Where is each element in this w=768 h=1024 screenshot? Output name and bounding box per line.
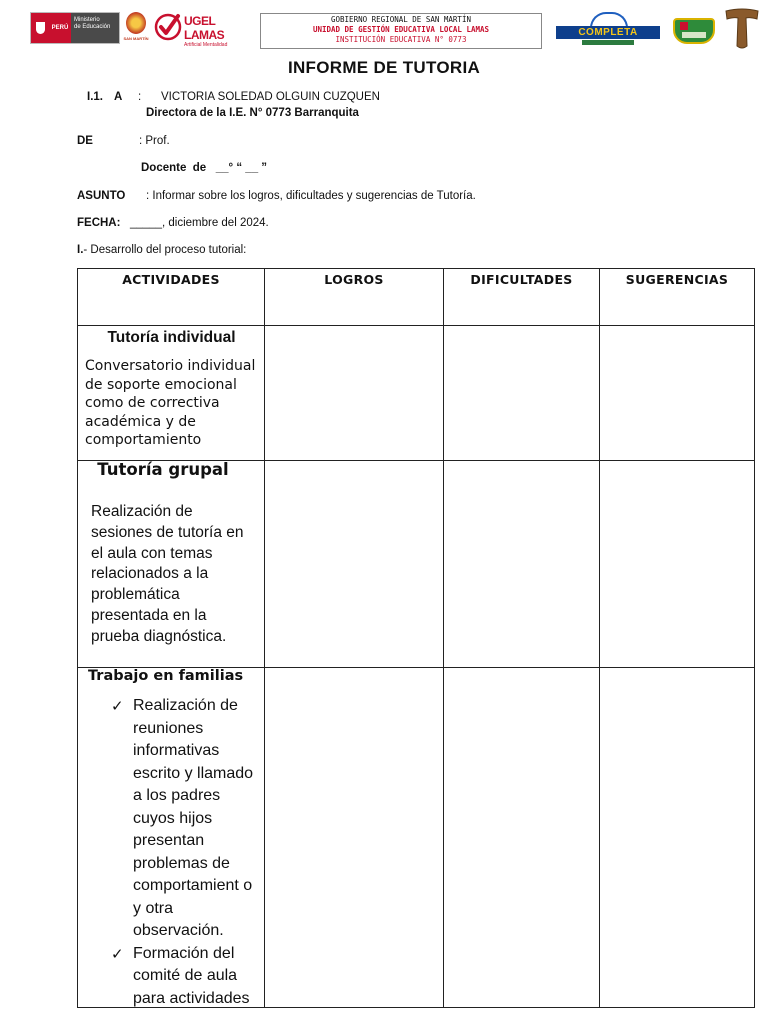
ugel-name: UGEL LAMAS bbox=[184, 14, 225, 42]
peru-label: PERÚ bbox=[49, 13, 71, 43]
peru-shield-icon bbox=[31, 13, 49, 43]
to-number: I.1. bbox=[87, 91, 103, 103]
to-label: A bbox=[114, 91, 123, 103]
table-row bbox=[78, 326, 754, 460]
to-name: VICTORIA SOLEDAD OLGUIN CUZQUEN bbox=[161, 91, 380, 103]
crest-caption: SAN MARTÍN bbox=[123, 36, 149, 41]
to-role: Directora de la I.E. N° 0773 Barranquita bbox=[146, 107, 359, 119]
section-number: I. bbox=[77, 244, 84, 256]
check-icon: ✓ bbox=[111, 697, 124, 715]
school-badge-logo bbox=[670, 14, 718, 46]
activity-description: Conversatorio individual de soporte emocional como de correctiva académica y de comportamiento bbox=[85, 358, 256, 448]
docente-line: Docente de __° “ __ ” bbox=[141, 162, 268, 174]
table-header-row bbox=[78, 269, 754, 325]
gob-line2: UNIDAD DE GESTIÓN EDUCATIVA LOCAL LAMAS bbox=[312, 25, 490, 34]
header-dificultades: DIFICULTADES bbox=[444, 269, 600, 325]
list-item-text: Realización de reuniones informativas escrito y llamado a los padres cuyos hijos presentan problemas de comportamient o y otra observación. bbox=[133, 697, 254, 939]
ministry-line1: Ministerio bbox=[74, 17, 100, 23]
from-label: DE bbox=[77, 135, 93, 147]
activity-title: Trabajo en familias bbox=[88, 668, 244, 684]
san-martin-crest-logo bbox=[122, 12, 150, 46]
activity-title: Tutoría grupal bbox=[97, 460, 229, 479]
gob-line1: GOBIERNO REGIONAL DE SAN MARTÍN bbox=[331, 15, 471, 24]
sugerencias-cell[interactable] bbox=[600, 668, 754, 1008]
list-item bbox=[111, 695, 261, 943]
section-heading bbox=[77, 244, 246, 256]
subject-label: ASUNTO bbox=[77, 190, 126, 202]
ministry-line2: de Educación bbox=[74, 24, 111, 30]
logros-cell[interactable] bbox=[265, 461, 444, 667]
activity-checklist bbox=[111, 695, 261, 1010]
sugerencias-cell[interactable] bbox=[600, 461, 754, 667]
to-colon: : bbox=[138, 91, 142, 103]
tau-cross-icon bbox=[724, 8, 760, 50]
date-label: FECHA: bbox=[77, 217, 121, 229]
table-row bbox=[78, 668, 754, 1008]
activity-title: Tutoría individual bbox=[107, 329, 236, 346]
from-value: : Prof. bbox=[139, 135, 170, 147]
completa-word: COMPLETA bbox=[556, 26, 660, 39]
ugel-check-icon bbox=[154, 10, 182, 44]
ugel-lamas-logo bbox=[184, 12, 242, 46]
subject-value: : Informar sobre los logros, dificultades y sugerencias de Tutoría. bbox=[146, 190, 476, 202]
dificultades-cell[interactable] bbox=[444, 668, 600, 1008]
dificultades-cell[interactable] bbox=[444, 461, 600, 667]
dificultades-cell[interactable] bbox=[444, 326, 600, 460]
header-logros: LOGROS bbox=[265, 269, 444, 325]
ugel-tagline: Artificial Mentalidad bbox=[184, 42, 228, 48]
gobierno-regional-box bbox=[260, 13, 542, 49]
table-row bbox=[78, 461, 754, 667]
activity-cell bbox=[78, 668, 265, 1008]
activity-cell bbox=[78, 461, 265, 667]
document-title: INFORME DE TUTORIA bbox=[287, 58, 481, 77]
logros-cell[interactable] bbox=[265, 668, 444, 1008]
header-sugerencias: SUGERENCIAS bbox=[625, 272, 729, 287]
list-item bbox=[111, 943, 261, 1011]
activity-cell bbox=[78, 326, 265, 460]
header-actividades: ACTIVIDADES bbox=[78, 269, 265, 325]
sugerencias-cell[interactable] bbox=[600, 326, 754, 460]
check-icon: ✓ bbox=[111, 944, 124, 963]
gob-line3: INSTITUCIÓN EDUCATIVA N° 0773 bbox=[335, 35, 467, 44]
jornada-completa-logo bbox=[552, 12, 664, 46]
activity-description: Realización de sesiones de tutoría en el aula con temas relacionados a la problemática presentada en la prueba diagnóstica. bbox=[91, 503, 244, 645]
header-logos bbox=[30, 8, 760, 52]
peru-ministry-logo bbox=[30, 12, 120, 44]
section-title: - Desarrollo del proceso tutorial: bbox=[83, 244, 247, 256]
logros-cell[interactable] bbox=[265, 326, 444, 460]
date-value: _____, diciembre del 2024. bbox=[130, 217, 269, 229]
tutoria-table bbox=[77, 268, 755, 1008]
list-item-text: Formación del comité de aula para actividades bbox=[133, 944, 250, 1007]
